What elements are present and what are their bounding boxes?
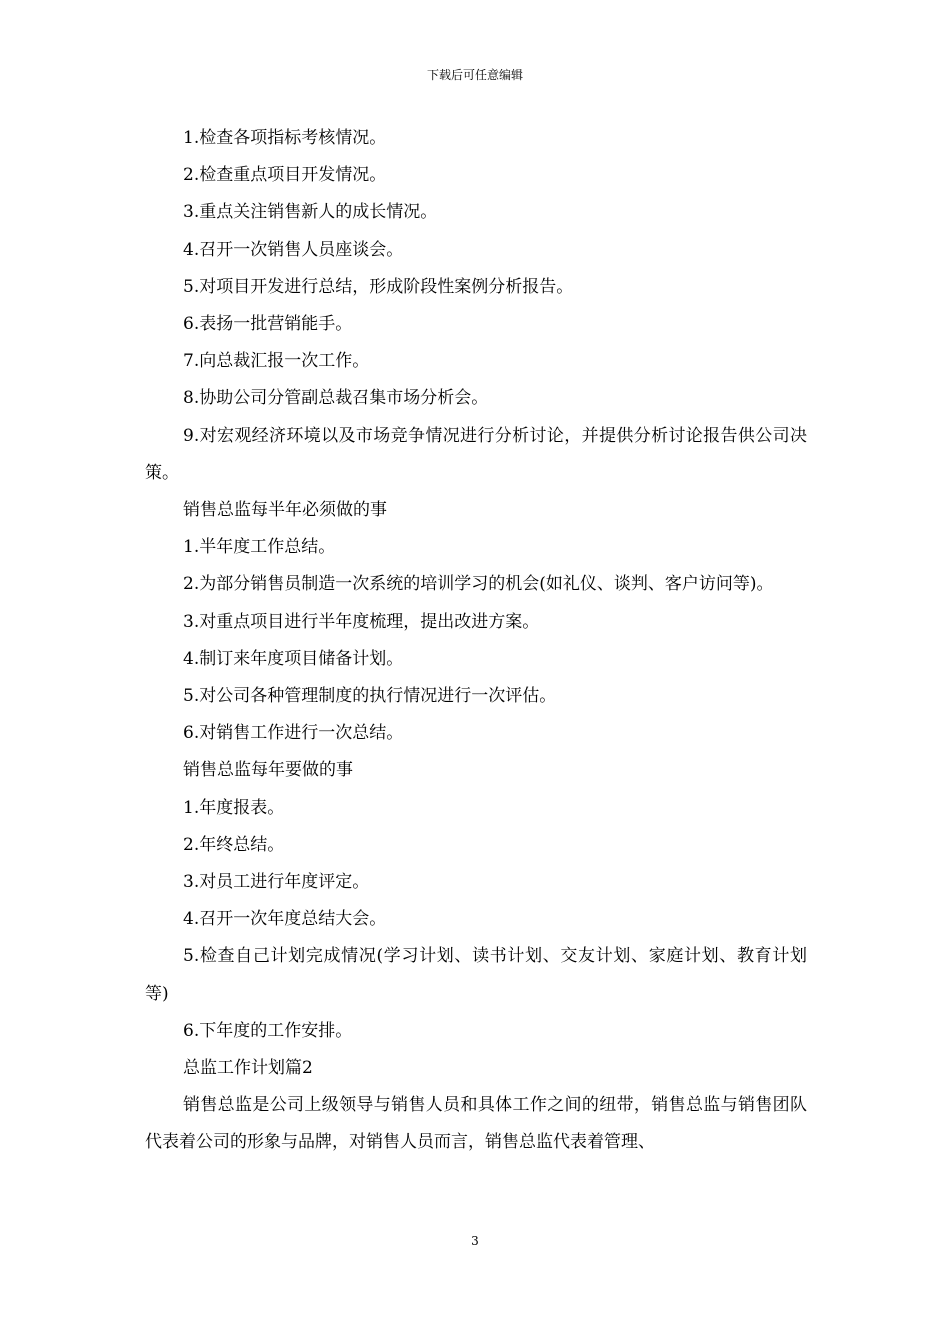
paragraph: 6.下年度的工作安排。 xyxy=(183,1020,353,1041)
paragraph: 总监工作计划篇2 xyxy=(183,1058,313,1079)
paragraph: 2.为部分销售员制造一次系统的培训学习的机会(如礼仪、谈判、客户访问等)。 xyxy=(183,574,774,595)
page-number: 3 xyxy=(471,1234,479,1248)
paragraph: 6.对销售工作进行一次总结。 xyxy=(183,723,404,744)
paragraph: 5.对项目开发进行总结，形成阶段性案例分析报告。 xyxy=(183,276,574,297)
paragraph: 销售总监每年要做的事 xyxy=(183,760,353,781)
document-body xyxy=(145,120,807,1162)
paragraph: 1.半年度工作总结。 xyxy=(183,537,336,558)
paragraph: 销售总监是公司上级领导与销售人员和具体工作之间的纽带，销售总监与销售团队代表着公司的形象与品牌，对销售人员而言，销售总监代表着管理、 xyxy=(145,1095,807,1153)
paragraph: 3.重点关注销售新人的成长情况。 xyxy=(183,202,438,223)
paragraph: 7.向总裁汇报一次工作。 xyxy=(183,351,370,372)
paragraph: 8.协助公司分管副总裁召集市场分析会。 xyxy=(183,388,489,409)
paragraph: 3.对重点项目进行半年度梳理，提出改进方案。 xyxy=(183,611,540,632)
paragraph: 3.对员工进行年度评定。 xyxy=(183,872,370,893)
paragraph: 9.对宏观经济环境以及市场竞争情况进行分析讨论，并提供分析讨论报告供公司决策。 xyxy=(145,425,807,483)
paragraph: 2.检查重点项目开发情况。 xyxy=(183,165,387,186)
paragraph: 4.召开一次年度总结大会。 xyxy=(183,909,387,930)
paragraph: 5.检查自己计划完成情况(学习计划、读书计划、交友计划、家庭计划、教育计划等) xyxy=(145,946,807,1004)
paragraph: 1.年度报表。 xyxy=(183,797,285,818)
paragraph: 6.表扬一批营销能手。 xyxy=(183,314,353,335)
paragraph: 2.年终总结。 xyxy=(183,834,285,855)
paragraph: 4.制订来年度项目储备计划。 xyxy=(183,648,404,669)
paragraph: 4.召开一次销售人员座谈会。 xyxy=(183,239,404,260)
paragraph: 销售总监每半年必须做的事 xyxy=(183,500,387,521)
page-header: 下载后可任意编辑 xyxy=(426,68,523,82)
paragraph: 1.检查各项指标考核情况。 xyxy=(183,128,387,148)
paragraph: 5.对公司各种管理制度的执行情况进行一次评估。 xyxy=(183,686,557,707)
